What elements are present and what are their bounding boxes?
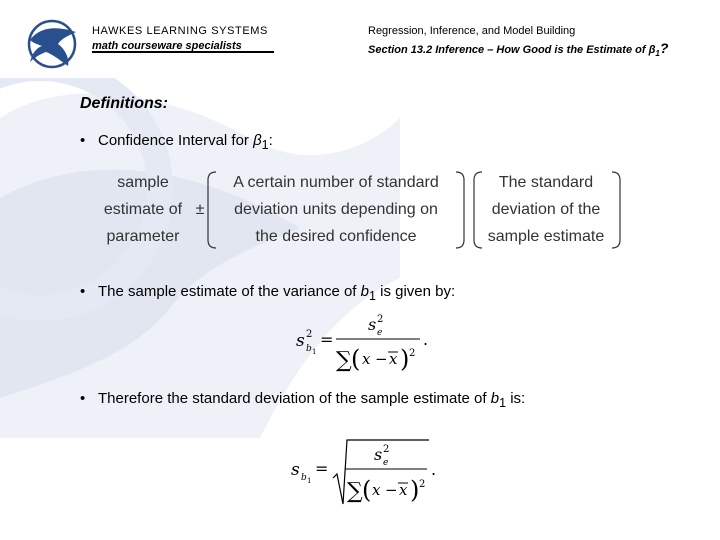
svg-text:x: x [399,481,408,499]
svg-text:−: − [375,350,388,368]
svg-text:b: b [301,473,307,483]
bullet-std-dev [80,390,525,410]
bullet-symbol: b [490,390,500,407]
svg-text:.: . [423,330,429,349]
variance-formula [292,312,442,374]
bullet-ci [80,132,273,152]
formula-middle-1: A certain number of standard [233,174,439,191]
right-paren-1 [456,172,464,248]
bullet-subscript: 1 [499,396,507,410]
brand-block [92,25,274,52]
bullet-suffix: is given by: [375,283,456,300]
bullet-subscript: 1 [261,138,269,152]
svg-text:e: e [383,458,389,468]
svg-text:s: s [368,315,377,334]
bullet-symbol: β [253,132,262,149]
svg-text:=: = [320,330,334,349]
svg-text:x: x [372,481,381,499]
svg-text:=: = [315,459,329,478]
confidence-interval-formula [90,168,630,252]
bullet-subscript: 1 [368,289,376,303]
svg-text:b: b [306,344,312,354]
svg-text:): ) [400,345,410,373]
bullet-dot: • [80,283,86,300]
eagle-logo-icon [24,18,82,70]
svg-text:2: 2 [383,444,390,455]
section-text: Section 13.2 Inference – How Good is the Estimate of [368,44,649,56]
svg-text:x: x [389,350,398,368]
bullet-symbol: b [360,283,369,300]
slide-chapter-title: Regression, Inference, and Model Building [368,25,576,37]
svg-text:): ) [410,476,420,504]
bullet-suffix: : [268,132,273,149]
svg-text:2: 2 [306,329,313,340]
formula-right-2: deviation of the [491,201,601,218]
section-suffix: ? [659,40,669,56]
slide-section-title [368,40,668,58]
formula-plus-minus: ± [195,201,205,218]
company-tagline: math courseware specialists [92,39,242,52]
svg-text:x: x [362,350,371,368]
section-symbol: β [648,44,656,56]
bullet-dot: • [80,132,86,149]
svg-text:2: 2 [377,314,384,325]
svg-text:(: ( [362,476,372,504]
svg-text:∑: ∑ [347,479,363,504]
left-paren-1 [208,172,216,248]
svg-text:∑: ∑ [336,348,352,373]
svg-text:s: s [374,445,383,464]
svg-text:e: e [377,328,383,338]
formula-left-1: sample [117,174,169,191]
svg-text:1: 1 [312,348,317,356]
bullet-text: The sample estimate of the variance of [98,283,361,300]
formula-right-1: The standard [498,174,594,191]
bullet-text: Confidence Interval for [98,132,254,149]
svg-text:s: s [296,331,305,351]
formula-right-3: sample estimate [487,228,605,245]
left-paren-2 [474,172,482,248]
formula-left-2: estimate of [103,201,183,218]
right-paren-2 [612,172,620,248]
section-subscript: 1 [655,49,660,59]
svg-text:2: 2 [409,348,416,359]
svg-text:(: ( [351,345,361,373]
svg-text:.: . [431,460,437,479]
company-name: HAWKES LEARNING SYSTEMS [92,25,268,37]
formula-left-3: parameter [106,228,180,245]
std-dev-formula [287,438,447,510]
svg-text:1: 1 [307,477,312,485]
svg-text:s: s [291,460,300,480]
formula-middle-3: the desired confidence [255,228,417,245]
bullet-variance [80,283,455,303]
bullet-text: Therefore the standard deviation of the sample estimate of [98,390,491,407]
bullet-dot: • [80,390,86,407]
bullet-suffix: is: [506,390,526,407]
svg-text:2: 2 [419,479,426,490]
svg-text:−: − [385,481,398,499]
definitions-heading: Definitions: [80,95,168,112]
formula-middle-2: deviation units depending on [234,201,438,218]
slide-header [368,25,668,58]
